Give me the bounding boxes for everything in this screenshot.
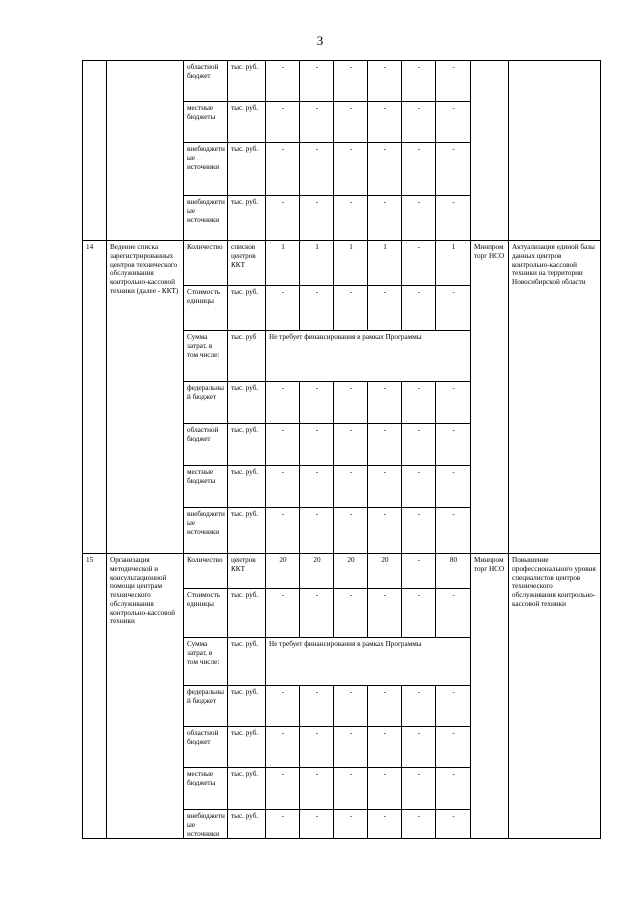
- table-row: [83, 61, 601, 102]
- table-row: [83, 241, 601, 286]
- unit-cell: тыс. руб.: [228, 382, 266, 424]
- value-cell: -: [334, 424, 368, 466]
- value-cell: -: [334, 102, 368, 143]
- value-cell: -: [402, 686, 436, 727]
- value-cell: -: [266, 589, 300, 638]
- value-cell: -: [300, 686, 334, 727]
- value-cell: -: [300, 768, 334, 810]
- item-number-cell: [83, 61, 107, 241]
- value-cell: -: [300, 466, 334, 508]
- value-cell: -: [300, 382, 334, 424]
- value-cell: 1: [368, 241, 402, 286]
- value-cell: -: [334, 61, 368, 102]
- value-cell: -: [402, 768, 436, 810]
- value-cell: -: [402, 382, 436, 424]
- value-cell: -: [368, 508, 402, 554]
- indicator-cell: местные бюджеты: [184, 466, 228, 508]
- unit-cell: тыс. руб.: [228, 424, 266, 466]
- table-row: [83, 554, 601, 589]
- value-cell: -: [334, 196, 368, 241]
- value-cell: -: [436, 589, 471, 638]
- item-name-cell: Организация методической и консультационной помощи центрам технического обслуживания контрольно-кассовой техники: [107, 554, 184, 839]
- unit-cell: тыс. руб.: [228, 286, 266, 331]
- item-number-cell: 14: [83, 241, 107, 554]
- value-cell: -: [300, 102, 334, 143]
- value-cell: -: [266, 508, 300, 554]
- value-cell: -: [368, 382, 402, 424]
- value-cell: -: [334, 686, 368, 727]
- unit-cell: тыс. руб: [228, 331, 266, 382]
- indicator-cell: внебюджетные источники: [184, 143, 228, 196]
- value-cell: -: [368, 810, 402, 839]
- value-cell: -: [436, 286, 471, 331]
- value-cell: -: [300, 286, 334, 331]
- value-cell: -: [436, 466, 471, 508]
- unit-cell: тыс. руб.: [228, 686, 266, 727]
- value-cell: -: [266, 61, 300, 102]
- value-cell: -: [334, 810, 368, 839]
- unit-cell: тыс. руб.: [228, 196, 266, 241]
- value-cell: -: [266, 102, 300, 143]
- financing-note: Не требует финансирования в рамках Программы: [266, 331, 471, 382]
- unit-cell: тыс. руб.: [228, 466, 266, 508]
- indicator-cell: внебюджетные источники: [184, 508, 228, 554]
- value-cell: -: [334, 143, 368, 196]
- value-cell: -: [334, 508, 368, 554]
- value-cell: -: [266, 768, 300, 810]
- value-cell: -: [436, 61, 471, 102]
- value-cell: -: [402, 61, 436, 102]
- unit-cell: тыс. руб.: [228, 727, 266, 768]
- value-cell: -: [368, 466, 402, 508]
- value-cell: -: [402, 102, 436, 143]
- executor-cell: Минпромторг НСО: [471, 554, 509, 839]
- indicator-cell: Количество: [184, 241, 228, 286]
- unit-cell: тыс. руб.: [228, 589, 266, 638]
- value-cell: 80: [436, 554, 471, 589]
- value-cell: -: [402, 196, 436, 241]
- value-cell: -: [266, 727, 300, 768]
- value-cell: 1: [334, 241, 368, 286]
- unit-cell: тыс. руб.: [228, 508, 266, 554]
- value-cell: -: [368, 143, 402, 196]
- value-cell: -: [402, 424, 436, 466]
- value-cell: -: [300, 589, 334, 638]
- value-cell: -: [334, 286, 368, 331]
- value-cell: -: [300, 424, 334, 466]
- page-number: 3: [316, 33, 324, 48]
- indicator-cell: областной бюджет: [184, 424, 228, 466]
- executor-cell: Минпромторг НСО: [471, 241, 509, 554]
- value-cell: -: [334, 727, 368, 768]
- value-cell: -: [300, 196, 334, 241]
- value-cell: -: [436, 382, 471, 424]
- value-cell: -: [300, 508, 334, 554]
- value-cell: -: [368, 686, 402, 727]
- value-cell: -: [436, 508, 471, 554]
- value-cell: 20: [300, 554, 334, 589]
- indicator-cell: внебюджетные источники: [184, 196, 228, 241]
- item-name-cell: Ведение списка зарегистрированных центров технического обслуживания контрольно-кассовой техники (далее - ККТ): [107, 241, 184, 554]
- value-cell: -: [368, 589, 402, 638]
- program-activities-table: [82, 60, 601, 839]
- value-cell: -: [402, 466, 436, 508]
- value-cell: -: [266, 424, 300, 466]
- value-cell: 20: [266, 554, 300, 589]
- value-cell: -: [402, 554, 436, 589]
- executor-cell: [471, 61, 509, 241]
- value-cell: -: [402, 241, 436, 286]
- value-cell: -: [402, 727, 436, 768]
- value-cell: -: [368, 196, 402, 241]
- value-cell: -: [334, 382, 368, 424]
- value-cell: -: [300, 143, 334, 196]
- indicator-cell: Количество: [184, 554, 228, 589]
- value-cell: -: [300, 810, 334, 839]
- value-cell: -: [368, 61, 402, 102]
- unit-cell: тыс. руб.: [228, 61, 266, 102]
- value-cell: -: [436, 768, 471, 810]
- indicator-cell: внебюджетные источники: [184, 810, 228, 839]
- value-cell: -: [402, 286, 436, 331]
- unit-cell: тыс. руб.: [228, 810, 266, 839]
- item-number-cell: 15: [83, 554, 107, 839]
- value-cell: -: [402, 143, 436, 196]
- value-cell: -: [368, 727, 402, 768]
- value-cell: -: [266, 466, 300, 508]
- value-cell: -: [402, 810, 436, 839]
- value-cell: -: [266, 686, 300, 727]
- indicator-cell: местные бюджеты: [184, 102, 228, 143]
- value-cell: -: [436, 102, 471, 143]
- value-cell: -: [334, 589, 368, 638]
- value-cell: -: [368, 102, 402, 143]
- result-cell: [509, 61, 601, 241]
- value-cell: -: [436, 196, 471, 241]
- indicator-cell: местные бюджеты: [184, 768, 228, 810]
- indicator-cell: областной бюджет: [184, 61, 228, 102]
- financing-note: Не требует финансирования в рамках Программы: [266, 638, 471, 686]
- value-cell: -: [300, 61, 334, 102]
- indicator-cell: федеральный бюджет: [184, 382, 228, 424]
- unit-cell: списков центров ККТ: [228, 241, 266, 286]
- unit-cell: тыс. руб.: [228, 143, 266, 196]
- value-cell: -: [436, 810, 471, 839]
- value-cell: 1: [300, 241, 334, 286]
- value-cell: -: [368, 424, 402, 466]
- value-cell: -: [436, 727, 471, 768]
- indicator-cell: Сумма затрат, в том числе:: [184, 638, 228, 686]
- value-cell: -: [266, 196, 300, 241]
- value-cell: -: [334, 768, 368, 810]
- value-cell: 20: [334, 554, 368, 589]
- value-cell: -: [402, 508, 436, 554]
- indicator-cell: Стоимость единицы: [184, 589, 228, 638]
- value-cell: -: [436, 424, 471, 466]
- value-cell: -: [266, 810, 300, 839]
- value-cell: -: [402, 589, 436, 638]
- value-cell: -: [266, 286, 300, 331]
- value-cell: -: [266, 382, 300, 424]
- unit-cell: тыс. руб.: [228, 768, 266, 810]
- value-cell: -: [368, 286, 402, 331]
- item-name-cell: [107, 61, 184, 241]
- value-cell: -: [266, 143, 300, 196]
- value-cell: 1: [436, 241, 471, 286]
- value-cell: -: [436, 686, 471, 727]
- indicator-cell: Сумма затрат, в том числе:: [184, 331, 228, 382]
- value-cell: -: [334, 466, 368, 508]
- unit-cell: центров ККТ: [228, 554, 266, 589]
- indicator-cell: Стоимость единицы: [184, 286, 228, 331]
- value-cell: -: [436, 143, 471, 196]
- value-cell: 20: [368, 554, 402, 589]
- indicator-cell: областной бюджет: [184, 727, 228, 768]
- indicator-cell: федеральный бюджет: [184, 686, 228, 727]
- value-cell: -: [300, 727, 334, 768]
- unit-cell: тыс. руб.: [228, 102, 266, 143]
- unit-cell: тыс. руб.: [228, 638, 266, 686]
- result-cell: Актуализация единой базы данных центров контрольно-кассовой техники на территории Новосибирской области: [509, 241, 601, 554]
- value-cell: -: [368, 768, 402, 810]
- result-cell: Повышение профессионального уровня специалистов центров технического обслуживания контрольно-кассовой техники: [509, 554, 601, 839]
- value-cell: 1: [266, 241, 300, 286]
